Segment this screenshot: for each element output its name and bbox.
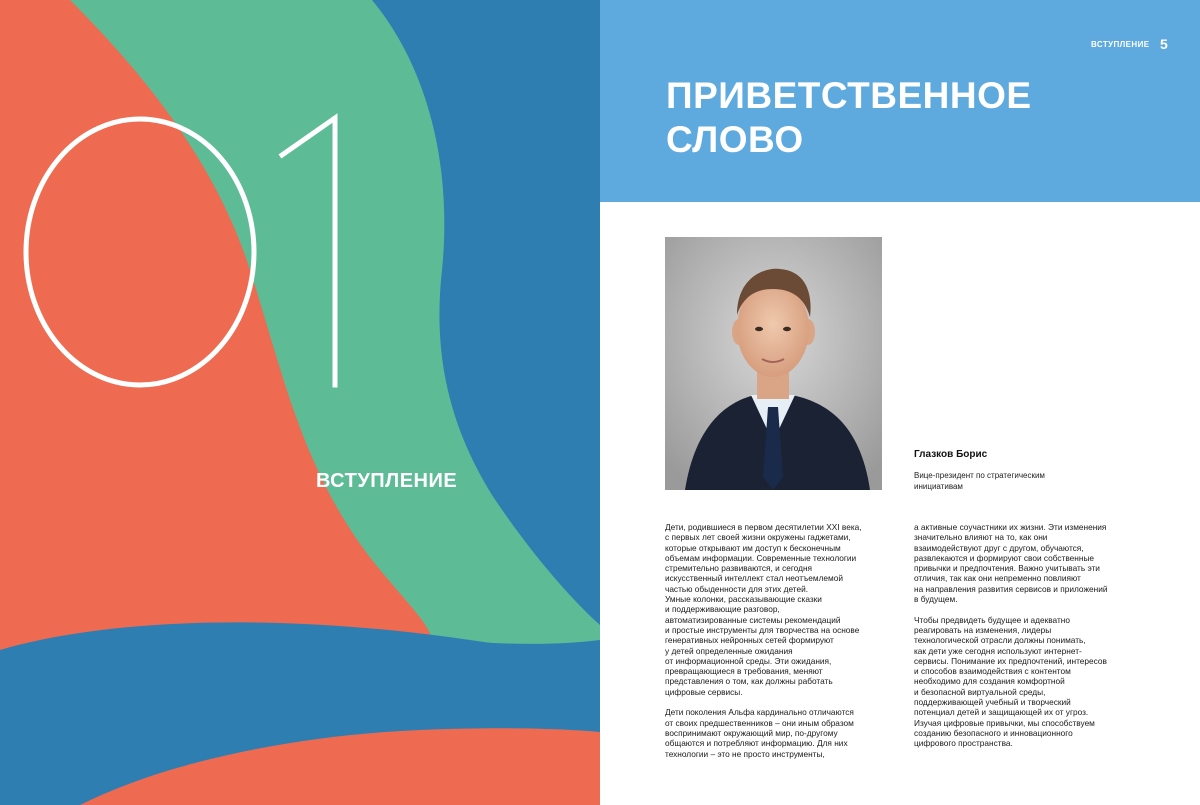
page-title-line-2: СЛОВО — [666, 119, 804, 160]
right-page — [600, 0, 1200, 805]
text-column-1 — [665, 522, 887, 769]
author-role: Вице-президент по стратегическим инициативам — [914, 471, 1045, 491]
page-title — [666, 74, 1032, 162]
paragraph: а активные соучастники их жизни. Эти изменения значительно влияют на то, как они взаимодействуют друг с другом, обучаются, развлекаются и формируют свои собственные привычки и предпочтения. Важно учитывать эти отличия, так как они непременно повлияют на направления развития сервисов и приложений в будущем. — [914, 522, 1108, 605]
page-title-line-1: ПРИВЕТСТВЕННОЕ — [666, 75, 1032, 116]
page-number: 5 — [1160, 36, 1168, 52]
header-band — [600, 0, 1200, 202]
paragraph: Дети, родившиеся в первом десятилетии XXI века, с первых лет своей жизни окружены гаджетами, которые открывают им доступ к бесконечным объемам информации. Современные технологии стремительно развиваются, и сегодня искусственный интеллект стал неотъемлемой частью обыденности для этих детей. Умные колонки, рассказывающие сказки и поддерживающие разговор, автоматизированные системы рекомендаций и простые инструменты для творчества на основе генеративных нейронных сетей формируют у детей определенные ожидания от информационной среды. Эти ожидания, превращающиеся в требования, меняют представления о том, как должны работать цифровые сервисы. — [665, 522, 862, 697]
text-column-2 — [914, 522, 1136, 759]
chapter-number — [18, 60, 398, 420]
running-head: ВСТУПЛЕНИЕ — [1091, 40, 1150, 49]
paragraph: Дети поколения Альфа кардинально отличаются от своих предшественников – они иным образом воспринимают окружающий мир, по-другому общаются и потребляют информацию. Для них технологии – это не просто инструменты, — [665, 707, 854, 759]
author-portrait — [665, 237, 882, 490]
paragraph: Чтобы предвидеть будущее и адекватно реагировать на изменения, лидеры технологической отрасли должны понимать, как дети уже сегодня используют интернет- сервисы. Понимание их предпочтений, интересов и способов взаимодействия с контентом необходимо для создания комфортной и безопасной виртуальной среды, поддерживающей учебный и творческий потенциал детей и защищающей их от угроз. Изучая цифровые привычки, мы способствуем созданию безопасного и инновационного цифрового пространства. — [914, 614, 1107, 749]
author-name: Глазков Борис — [914, 449, 988, 460]
section-title: ВСТУПЛЕНИЕ — [316, 470, 458, 492]
